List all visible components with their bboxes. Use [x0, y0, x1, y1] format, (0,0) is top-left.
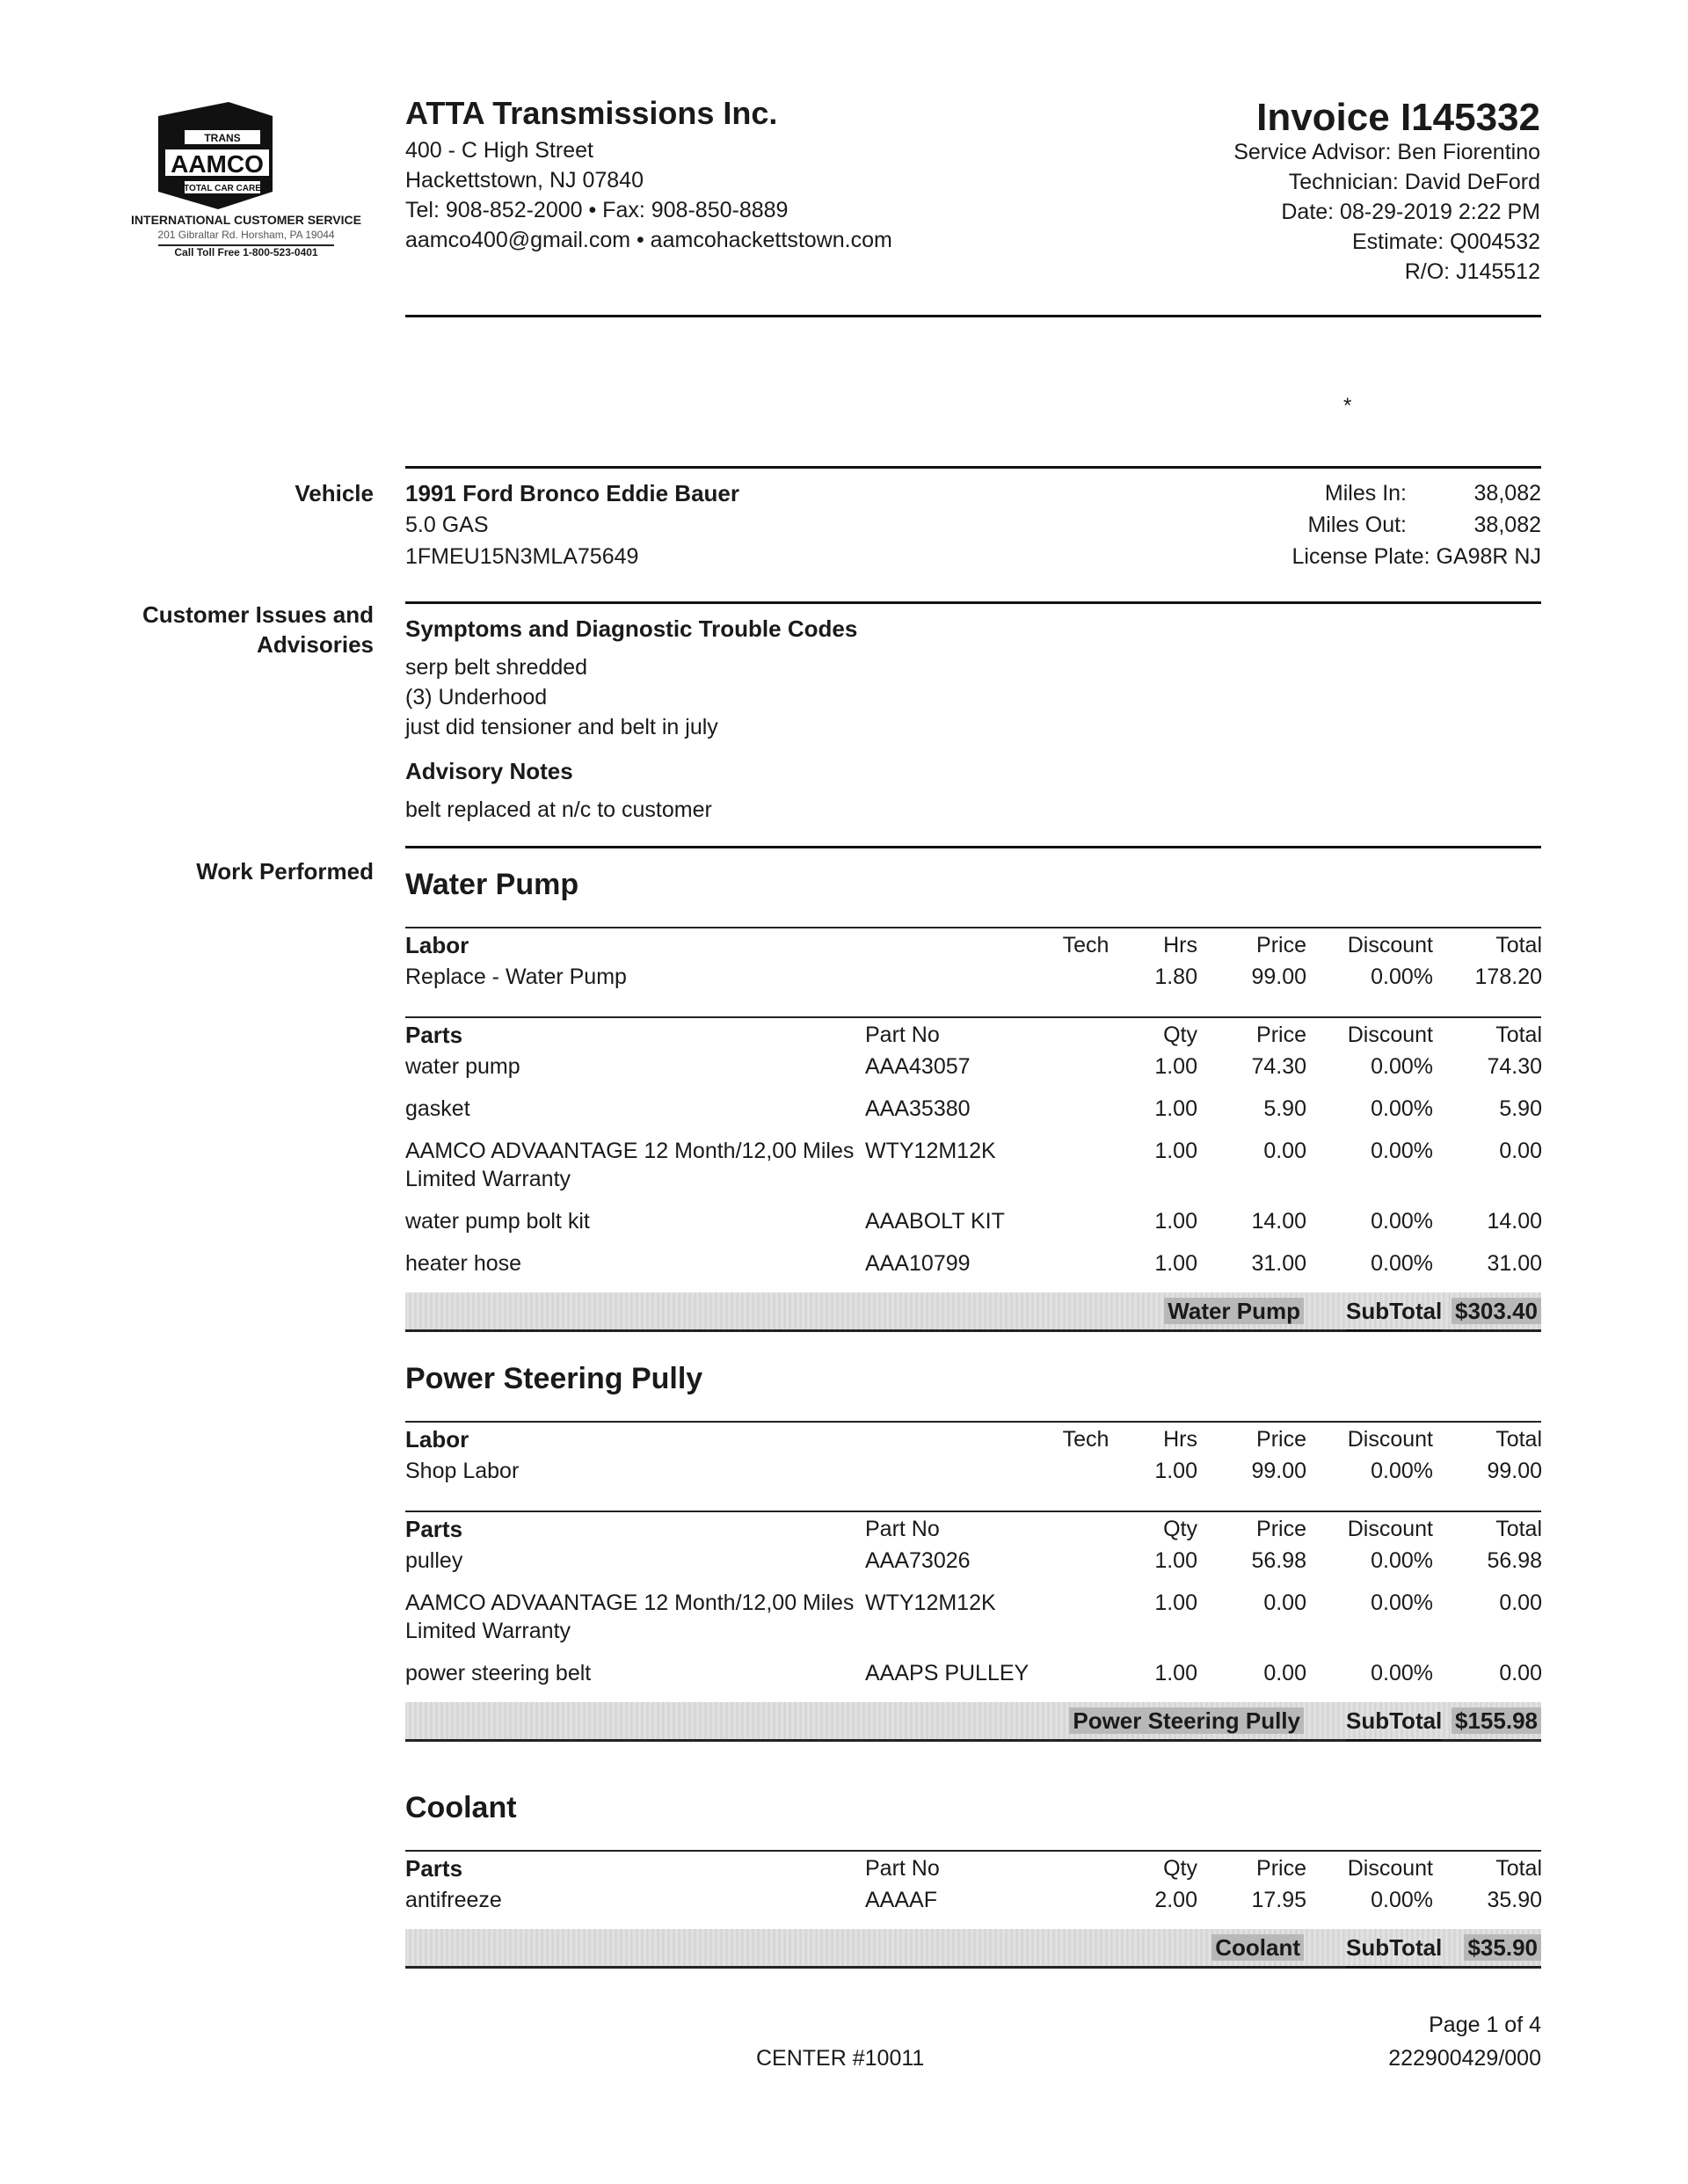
- subtotal-job-name: Power Steering Pully: [1069, 1707, 1304, 1734]
- total-header: Total: [1495, 1427, 1542, 1452]
- vehicle-vin: 1FMEU15N3MLA75649: [405, 544, 639, 569]
- parts-header-rule: [405, 1850, 1541, 1852]
- part-quantity: 1.00: [1154, 1096, 1197, 1121]
- part-price: 31.00: [1251, 1251, 1306, 1276]
- part-number: AAA43057: [865, 1054, 971, 1079]
- labor-discount: 0.00%: [1371, 1459, 1433, 1483]
- discount-header: Discount: [1347, 1856, 1433, 1881]
- part-discount: 0.00%: [1371, 1096, 1433, 1121]
- part-quantity: 1.00: [1154, 1209, 1197, 1234]
- work-divider: [405, 846, 1541, 848]
- part-price: 74.30: [1251, 1054, 1306, 1079]
- part-quantity: 1.00: [1154, 1251, 1197, 1276]
- part-description: AAMCO ADVAANTAGE 12 Month/12,00 Miles: [405, 1139, 855, 1163]
- symptoms-title: Symptoms and Diagnostic Trouble Codes: [405, 615, 858, 642]
- part-number: AAABOLT KIT: [865, 1209, 1005, 1234]
- part-description: water pump: [405, 1054, 520, 1079]
- subtotal-bar: [405, 1292, 1541, 1332]
- job-title: Power Steering Pully: [405, 1362, 703, 1395]
- logo-caption-2: 201 Gibraltar Rd. Horsham, PA 19044: [157, 229, 335, 241]
- parts-header-rule: [405, 1511, 1541, 1512]
- part-total: 5.90: [1499, 1096, 1542, 1121]
- svg-text:TRANS: TRANS: [204, 132, 241, 144]
- part-description-line-2: Limited Warranty: [405, 1167, 571, 1191]
- price-header: Price: [1256, 1023, 1306, 1047]
- labor-description: Shop Labor: [405, 1459, 520, 1483]
- issues-divider: [405, 601, 1541, 604]
- miles-out-value: 38,082: [1473, 513, 1541, 537]
- part-total: 56.98: [1487, 1548, 1542, 1573]
- part-price: 0.00: [1263, 1661, 1306, 1685]
- part-quantity: 1.00: [1154, 1591, 1197, 1615]
- company-web: aamco400@gmail.com • aamcohackettstown.com: [405, 228, 892, 252]
- job-title: Coolant: [405, 1791, 517, 1824]
- vehicle-divider: [405, 466, 1541, 469]
- part-quantity: 1.00: [1154, 1548, 1197, 1573]
- miles-in-label: Miles In:: [1324, 481, 1407, 506]
- price-header: Price: [1256, 933, 1306, 957]
- subtotal-job-label: [1069, 1702, 1304, 1739]
- part-no-header: Part No: [865, 1023, 940, 1047]
- part-discount: 0.00%: [1371, 1591, 1433, 1615]
- part-number: WTY12M12K: [865, 1139, 996, 1163]
- hrs-header: Hrs: [1163, 933, 1197, 957]
- part-description: AAMCO ADVAANTAGE 12 Month/12,00 Miles: [405, 1591, 855, 1615]
- part-number: AAAAF: [865, 1888, 937, 1912]
- part-discount: 0.00%: [1371, 1209, 1433, 1234]
- labor-total: 178.20: [1474, 965, 1542, 989]
- part-no-header: Part No: [865, 1856, 940, 1881]
- price-header: Price: [1256, 1517, 1306, 1541]
- total-header: Total: [1495, 1856, 1542, 1881]
- miles-out-label: Miles Out:: [1307, 513, 1407, 537]
- service-advisor: Service Advisor: Ben Fiorentino: [1233, 140, 1540, 164]
- part-discount: 0.00%: [1371, 1054, 1433, 1079]
- qty-header: Qty: [1163, 1856, 1197, 1881]
- part-number: AAA73026: [865, 1548, 971, 1573]
- part-number: WTY12M12K: [865, 1591, 996, 1615]
- part-discount: 0.00%: [1371, 1251, 1433, 1276]
- subtotal-label: SubTotal: [1346, 1702, 1442, 1741]
- discount-header: Discount: [1347, 933, 1433, 957]
- subtotal-amount: $155.98: [1452, 1707, 1541, 1734]
- discount-header: Discount: [1347, 1517, 1433, 1541]
- symptom-line: serp belt shredded: [405, 655, 588, 680]
- center-number: CENTER #10011: [756, 2046, 925, 2071]
- work-label: Work Performed: [196, 858, 374, 885]
- total-header: Total: [1495, 1023, 1542, 1047]
- part-price: 5.90: [1263, 1096, 1306, 1121]
- part-quantity: 2.00: [1154, 1888, 1197, 1912]
- price-header: Price: [1256, 1856, 1306, 1881]
- svg-text:AAMCO: AAMCO: [171, 150, 264, 178]
- labor-price: 99.00: [1251, 965, 1306, 989]
- asterisk-mark: *: [1343, 394, 1352, 418]
- parts-header-rule: [405, 1016, 1541, 1018]
- subtotal-job-name: Water Pump: [1164, 1298, 1304, 1324]
- company-name: ATTA Transmissions Inc.: [405, 95, 778, 131]
- document-id: 222900429/000: [1388, 2046, 1541, 2071]
- subtotal-value: [1436, 1702, 1541, 1739]
- part-quantity: 1.00: [1154, 1139, 1197, 1163]
- parts-header: Parts: [405, 1855, 463, 1882]
- issues-label: Customer Issues and Advisories: [142, 601, 374, 658]
- symptom-line: just did tensioner and belt in july: [405, 715, 718, 739]
- labor-header: Labor: [405, 932, 469, 958]
- labor-description: Replace - Water Pump: [405, 965, 627, 989]
- job-title: Water Pump: [405, 868, 579, 901]
- total-header: Total: [1495, 933, 1542, 957]
- subtotal-bar: [405, 1702, 1541, 1742]
- parts-header: Parts: [405, 1516, 463, 1542]
- part-price: 56.98: [1251, 1548, 1306, 1573]
- part-quantity: 1.00: [1154, 1054, 1197, 1079]
- discount-header: Discount: [1347, 1427, 1433, 1452]
- page-number: Page 1 of 4: [1429, 2013, 1541, 2037]
- ro-number: R/O: J145512: [1404, 259, 1540, 284]
- header-divider: [405, 315, 1541, 317]
- labor-price: 99.00: [1251, 1459, 1306, 1483]
- subtotal-label: SubTotal: [1346, 1929, 1442, 1968]
- part-no-header: Part No: [865, 1517, 940, 1541]
- logo-caption-3: Call Toll Free 1-800-523-0401: [158, 244, 334, 258]
- parts-header: Parts: [405, 1022, 463, 1048]
- labor-header: Labor: [405, 1426, 469, 1452]
- part-total: 0.00: [1499, 1661, 1542, 1685]
- license-plate: License Plate: GA98R NJ: [1291, 544, 1541, 569]
- subtotal-value: [1436, 1929, 1541, 1966]
- labor-discount: 0.00%: [1371, 965, 1433, 989]
- part-description: heater hose: [405, 1251, 522, 1276]
- invoice-title: Invoice I145332: [1256, 96, 1540, 139]
- subtotal-label: SubTotal: [1346, 1292, 1442, 1331]
- qty-header: Qty: [1163, 1023, 1197, 1047]
- subtotal-bar: [405, 1929, 1541, 1969]
- price-header: Price: [1256, 1427, 1306, 1452]
- labor-header-rule: [405, 1421, 1541, 1423]
- part-number: AAAPS PULLEY: [865, 1661, 1030, 1685]
- advisory-title: Advisory Notes: [405, 758, 573, 784]
- subtotal-job-label: [1164, 1292, 1304, 1329]
- invoice-date: Date: 08-29-2019 2:22 PM: [1281, 200, 1540, 224]
- advisory-note: belt replaced at n/c to customer: [405, 797, 712, 822]
- part-price: 0.00: [1263, 1591, 1306, 1615]
- part-description: antifreeze: [405, 1888, 502, 1912]
- part-description: water pump bolt kit: [405, 1209, 590, 1234]
- part-description: power steering belt: [405, 1661, 592, 1685]
- part-description: gasket: [405, 1096, 470, 1121]
- vehicle-name: 1991 Ford Bronco Eddie Bauer: [405, 480, 739, 506]
- qty-header: Qty: [1163, 1517, 1197, 1541]
- vehicle-label: Vehicle: [295, 480, 374, 506]
- part-price: 0.00: [1263, 1139, 1306, 1163]
- labor-hours: 1.00: [1154, 1459, 1197, 1483]
- symptom-line: (3) Underhood: [405, 685, 548, 710]
- part-number: AAA10799: [865, 1251, 971, 1276]
- part-discount: 0.00%: [1371, 1139, 1433, 1163]
- hrs-header: Hrs: [1163, 1427, 1197, 1452]
- subtotal-job-name: Coolant: [1211, 1934, 1304, 1961]
- part-description: pulley: [405, 1548, 463, 1573]
- part-discount: 0.00%: [1371, 1888, 1433, 1912]
- part-total: 31.00: [1487, 1251, 1542, 1276]
- svg-text:TOTAL CAR CARE: TOTAL CAR CARE: [184, 184, 261, 193]
- part-price: 17.95: [1251, 1888, 1306, 1912]
- subtotal-value: [1436, 1292, 1541, 1329]
- discount-header: Discount: [1347, 1023, 1433, 1047]
- subtotal-amount: $303.40: [1452, 1298, 1541, 1324]
- part-number: AAA35380: [865, 1096, 971, 1121]
- labor-hours: 1.80: [1154, 965, 1197, 989]
- company-address-1: 400 - C High Street: [405, 138, 593, 163]
- part-total: 0.00: [1499, 1591, 1542, 1615]
- vehicle-engine: 5.0 GAS: [405, 513, 489, 537]
- company-address-2: Hackettstown, NJ 07840: [405, 168, 644, 193]
- part-total: 14.00: [1487, 1209, 1542, 1234]
- part-discount: 0.00%: [1371, 1548, 1433, 1573]
- tech-header: Tech: [1062, 933, 1110, 957]
- tech-header: Tech: [1062, 1427, 1110, 1452]
- miles-in-value: 38,082: [1473, 481, 1541, 506]
- part-discount: 0.00%: [1371, 1661, 1433, 1685]
- part-price: 14.00: [1251, 1209, 1306, 1234]
- total-header: Total: [1495, 1517, 1542, 1541]
- technician: Technician: David DeFord: [1288, 170, 1540, 194]
- labor-header-rule: [405, 927, 1541, 928]
- part-quantity: 1.00: [1154, 1661, 1197, 1685]
- part-total: 0.00: [1499, 1139, 1542, 1163]
- labor-total: 99.00: [1487, 1459, 1542, 1483]
- estimate-number: Estimate: Q004532: [1351, 229, 1540, 254]
- part-total: 74.30: [1487, 1054, 1542, 1079]
- part-description-line-2: Limited Warranty: [405, 1619, 571, 1643]
- subtotal-amount: $35.90: [1464, 1934, 1541, 1961]
- subtotal-job-label: [1211, 1929, 1304, 1966]
- logo-caption-1: INTERNATIONAL CUSTOMER SERVICE: [131, 213, 361, 227]
- company-phone: Tel: 908-852-2000 • Fax: 908-850-8889: [405, 198, 789, 222]
- part-total: 35.90: [1487, 1888, 1542, 1912]
